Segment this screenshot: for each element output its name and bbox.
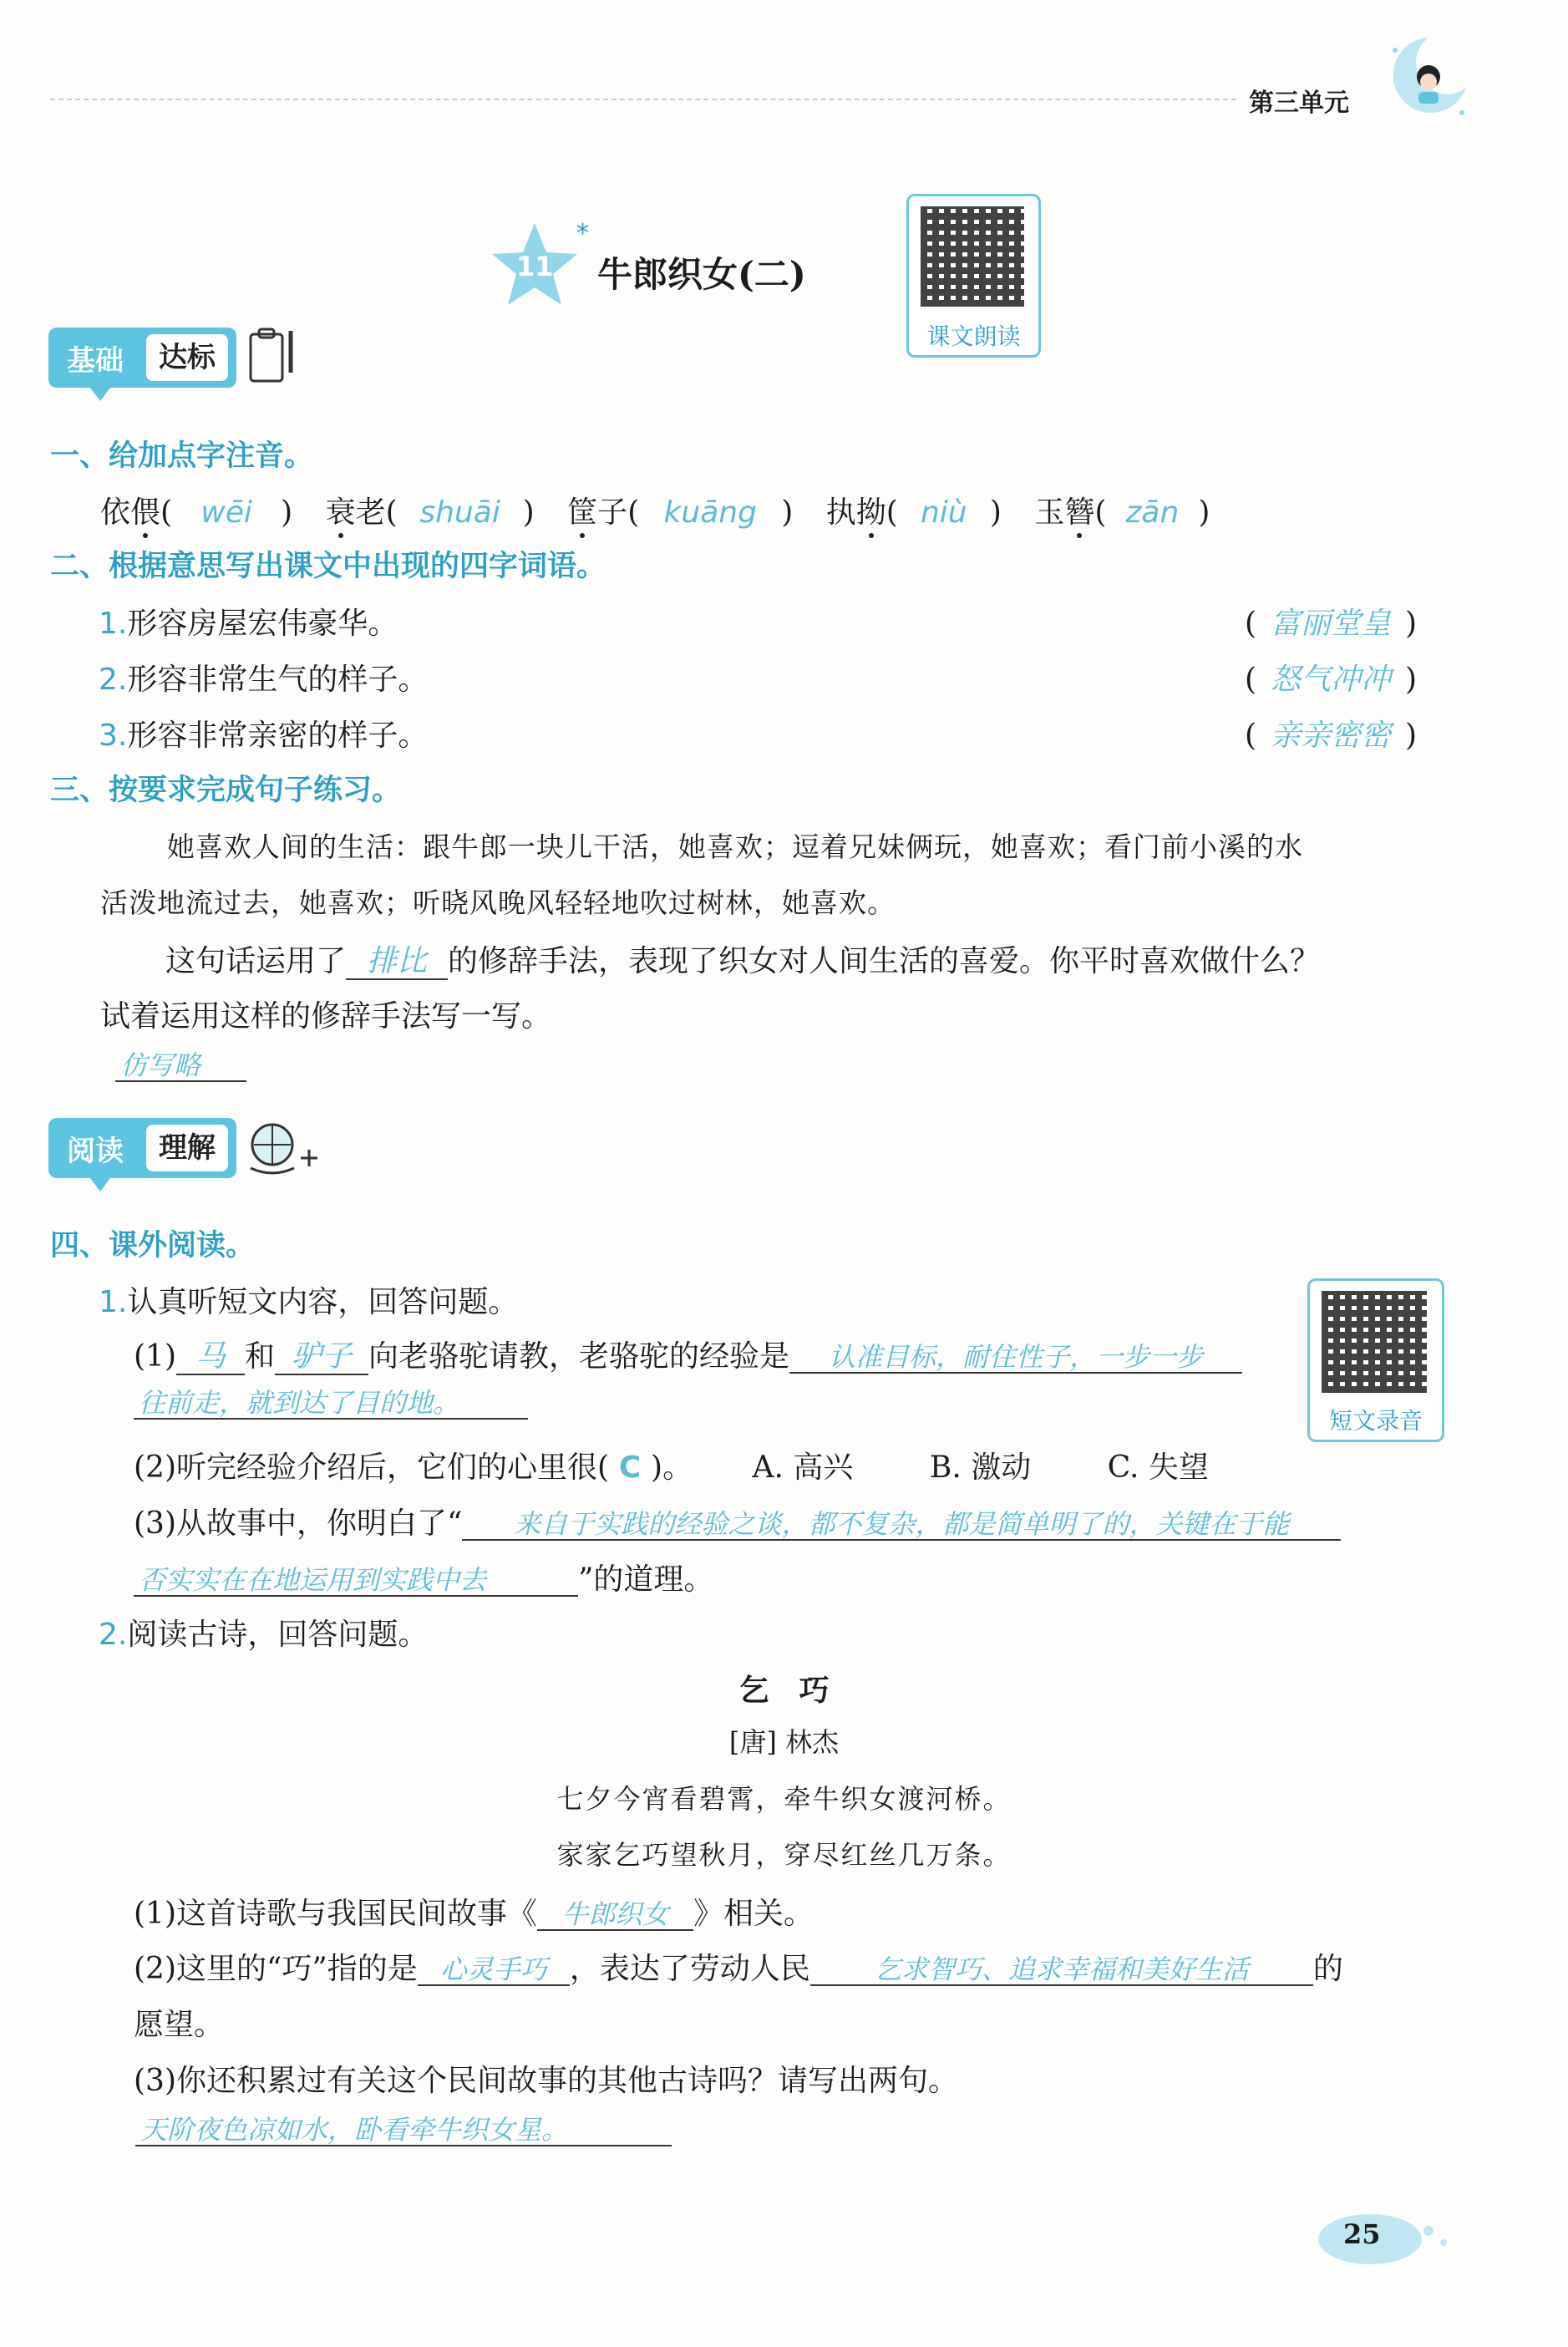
lesson-qr-code[interactable] [906,194,1041,358]
answer-lesson-1: 来自于实践的经验之谈，都不复杂，都是简单明了的，关键在于能 [462,1510,1341,1541]
poem-author: [唐] 林杰 [728,1726,840,1758]
q1-answer-4: niù [920,495,967,530]
q1-title: 一、给加点字注音。 [50,439,314,473]
badge-part1: 基础 [67,344,124,378]
q3-title: 三、按要求完成句子练习。 [50,774,402,807]
answer-folk-story: 牛郎织女 [537,1900,693,1931]
lesson-number: 11 [516,251,554,282]
q2-answer-1-wrap: ( 富丽堂皇 ) [1245,600,1417,643]
q1-item-2: 衰老( shuāi ) [325,495,535,530]
q2-item-3: 3.形容非常亲密的样子。 [99,719,429,753]
q1-answer-5: zān [1125,495,1180,530]
poem-title: 乞 巧 [738,1673,830,1708]
lesson-star: * [576,219,589,248]
poem-line-1: 七夕今宵看碧霄，牵牛织女渡河桥。 [556,1783,1012,1815]
answer-donkey: 驴子 [275,1340,368,1375]
answer-lesson-2: 否实实在在地运用到实践中去 [134,1566,578,1597]
option-c: C. 失望 [1107,1450,1209,1485]
q3-line-3: 这句话运用了 排比 的修辞手法，表现了织女对人间生活的喜爱。你平时喜欢做什么？ [165,944,1321,978]
section-badge-basic [48,328,236,388]
q4-qr-code[interactable] [1307,1278,1444,1442]
option-a: A. 高兴 [752,1450,854,1485]
poem-line-2: 家家乞巧望秋月，穿尽红丝几万条。 [556,1839,1012,1871]
q2-answer-3-wrap: ( 亲亲密密 ) [1245,712,1417,754]
q1-item-5: 玉簪( zān ) [1034,495,1210,530]
q4-s2-heading: 2.阅读古诗，回答问题。 [99,1618,429,1652]
option-b: B. 激动 [929,1450,1032,1485]
answer-experience-1: 认准目标，耐住性子，一步一步 [789,1343,1242,1374]
clipboard-icon [244,323,302,389]
q2-item-1: 1.形容房屋宏伟豪华。 [99,607,398,641]
answer-other-poem: 天阶夜色凉如水，卧看牵牛织女星。 [135,2116,672,2146]
q3-line-4: 试着运用这样的修辞手法写一写。 [100,999,552,1034]
q4-s1-heading: 1.认真听短文内容，回答问题。 [99,1285,519,1319]
q1-items [100,489,1286,531]
q4-s1-p1: (1) 马 和 驴子 向老骆驼请教，老骆驼的经验是 认准目标，耐住性子，一步一步 [134,1333,1242,1375]
q4-s1-p3b: 否实实在在地运用到实践中去 ”的道理。 [134,1556,713,1598]
badge-part2: 理解 [146,1125,228,1171]
answer-choice: C [618,1450,642,1485]
answer-experience-2: 往前走，就到达了目的地。 [134,1389,528,1420]
q3-answer-rhetoric: 排比 [346,945,448,980]
q4-s2-a2: (2)这里的“巧”指的是 心灵手巧 ，表达了劳动人民 乞求智巧、追求幸福和美好生活 的 [134,1952,1343,1986]
moon-girl-icon [1378,25,1479,125]
lesson-title: 牛郎织女(二) [597,254,806,295]
badge-part2: 达标 [146,334,228,381]
q2-title: 二、根据意思写出课文中出现的四字词语。 [50,550,606,583]
badge-part1: 阅读 [67,1135,124,1168]
q2-answer-3: 亲亲密密 [1271,719,1392,753]
answer-horse: 马 [176,1340,245,1375]
badge-tail [90,388,110,401]
q2-answer-2-wrap: ( 怒气冲冲 ) [1245,656,1417,699]
answer-wish: 乞求智巧、追求幸福和美好生活 [810,1955,1313,1986]
q3-para-line-1: 她喜欢人间的生活：跟牛郎一块儿干活，她喜欢；逗着兄妹俩玩，她喜欢；看门前小溪的水 [167,831,1303,863]
q3-para-line-2: 活泼地流过去，她喜欢；听晓风晚风轻轻地吹过树林，她喜欢。 [100,886,896,919]
page-number: 25 [1343,2218,1381,2250]
q4-s2-a1: (1)这首诗歌与我国民间故事《 牛郎织女 》相关。 [134,1897,814,1931]
q4-s1-p3: (3)从故事中，你明白了“ 来自于实践的经验之谈，都不复杂，都是简单明了的，关键在于能 [134,1500,1341,1542]
q1-answer-1: wēi [200,495,252,530]
badge-tail [90,1178,110,1191]
qr-label: 短文录音 [1328,1407,1423,1435]
unit-label: 第三单元 [1249,89,1349,118]
q1-answer-2: shuāi [419,495,500,530]
q2-answer-1: 富丽堂皇 [1271,607,1392,641]
q3-answer-imitate: 仿写略 [115,1051,246,1082]
section-badge-read [48,1118,236,1178]
q4-title: 四、课外阅读。 [50,1229,256,1262]
q1-item-1: 依偎( wēi ) [100,495,293,530]
q2-item-2: 2.形容非常生气的样子。 [99,663,429,697]
q4-s1-p2: (2)听完经验介绍后，它们的心里很( C )。 A. 高兴 B. 激动 C. 失望 [134,1450,1209,1485]
answer-qiao-meaning: 心灵手巧 [418,1955,570,1986]
header-rule [50,99,1236,100]
q1-item-3: 筐子( kuāng ) [567,495,794,530]
q4-s2-a3: (3)你还积累过有关这个民间故事的其他古诗吗？请写出两句。 [134,2064,958,2098]
q2-answer-2: 怒气冲冲 [1271,663,1392,697]
globe-icon [242,1116,322,1183]
qr-label: 课文朗读 [926,323,1021,350]
q1-item-4: 执拗( niù ) [825,495,1002,530]
q4-s2-a2-line2: 愿望。 [134,2008,225,2042]
q1-answer-3: kuāng [663,495,757,530]
